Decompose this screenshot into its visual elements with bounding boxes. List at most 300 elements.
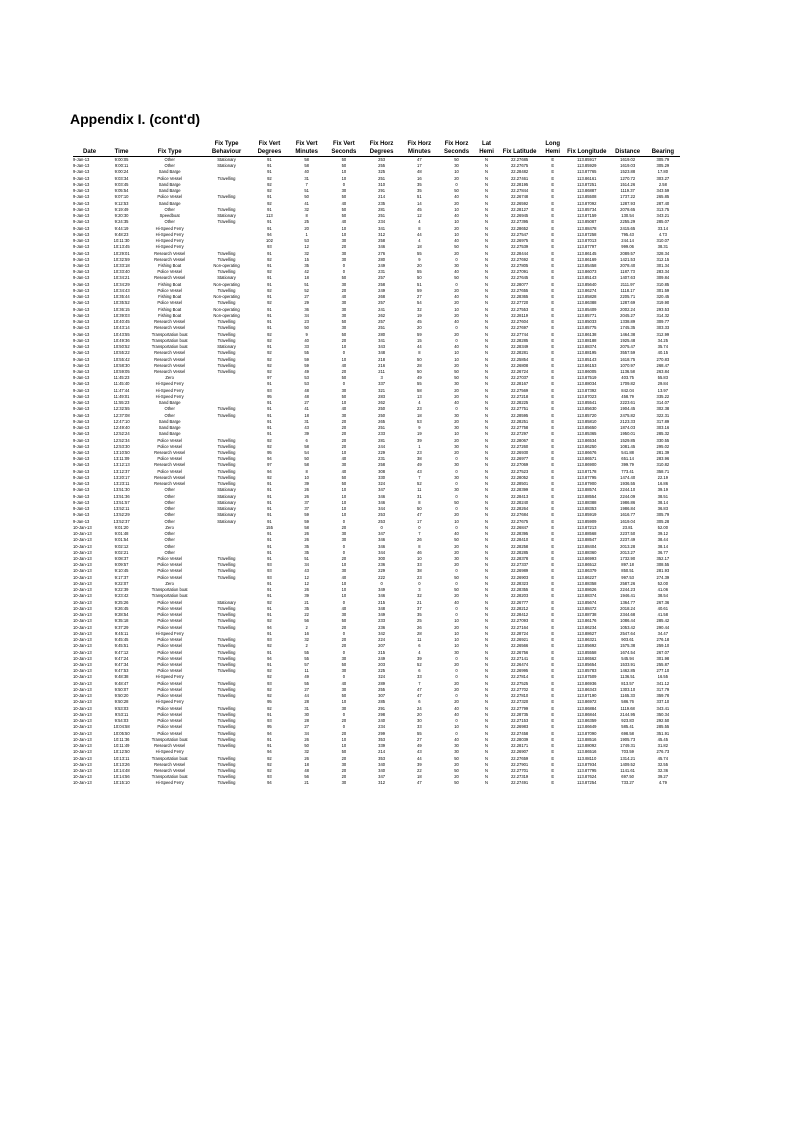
table-cell: Travelling xyxy=(217,774,236,780)
table-cell: N xyxy=(485,686,489,692)
table-cell: 265.85 xyxy=(656,194,670,200)
table-cell: 22.27701 xyxy=(510,767,529,773)
table-cell: 21 xyxy=(417,599,422,605)
table-cell: 10:13:45 xyxy=(113,244,130,250)
column-header: Fix Horz Seconds xyxy=(438,136,475,157)
table-cell: 38.14 xyxy=(657,499,669,505)
table-cell: 10 xyxy=(454,306,459,312)
table-cell: 9:25:26 xyxy=(114,599,129,605)
table-cell: 92 xyxy=(267,668,272,674)
table-cell: 91 xyxy=(267,612,272,618)
table-cell: E xyxy=(551,736,555,742)
table-cell: 91 xyxy=(267,250,272,256)
table-cell: E xyxy=(551,693,555,699)
table-cell: 343.41 xyxy=(656,705,670,711)
table-cell: 10:11:36 xyxy=(113,736,130,742)
table-cell: 9-Jan-13 xyxy=(73,425,90,431)
table-cell: Police Vessel xyxy=(157,468,182,474)
table-cell: 263.84 xyxy=(656,368,670,374)
table-cell: 10 xyxy=(454,206,459,212)
table-cell: 10-Jan-13 xyxy=(73,661,92,667)
table-cell: 48 xyxy=(304,387,309,393)
table-cell: 22.27395 xyxy=(510,219,529,225)
table-cell: 22.28652 xyxy=(510,225,529,231)
table-cell: 22.27697 xyxy=(510,325,529,331)
table-cell: 268 xyxy=(378,294,386,300)
table-cell: 22.27692 xyxy=(510,256,529,262)
table-cell: Non-operating xyxy=(213,281,240,287)
table-cell: 11 xyxy=(304,668,309,674)
table-cell: 1364.77 xyxy=(620,599,636,605)
table-cell: N xyxy=(485,275,489,281)
table-cell: 92 xyxy=(267,181,272,187)
table-cell: 9-Jan-13 xyxy=(73,181,90,187)
table-cell: 50 xyxy=(304,456,309,462)
table-cell: 32 xyxy=(417,593,422,599)
table-cell: 22.27675 xyxy=(510,518,529,524)
table-cell: 2587.26 xyxy=(620,580,636,586)
table-cell: 330 xyxy=(378,474,386,480)
table-cell: 92 xyxy=(267,643,272,649)
table-cell: 22.27141 xyxy=(510,655,529,661)
table-cell: 36.83 xyxy=(657,506,669,512)
table-cell: 10-Jan-13 xyxy=(73,680,92,686)
table-cell: 1165.33 xyxy=(620,693,635,699)
table-cell: 58 xyxy=(304,157,309,162)
table-cell: 1616.77 xyxy=(620,512,636,518)
table-cell: E xyxy=(551,487,555,493)
table-cell: 40 xyxy=(341,219,347,225)
table-cell: 50 xyxy=(341,474,347,480)
table-cell: N xyxy=(485,188,489,194)
table-cell: E xyxy=(551,531,555,537)
table-cell: 45 xyxy=(417,319,422,325)
table-row xyxy=(73,780,680,786)
table-cell: 0 xyxy=(342,381,346,387)
table-cell: 251 xyxy=(378,325,386,331)
table-cell: 6 xyxy=(418,699,421,705)
table-cell: 0 xyxy=(455,256,458,262)
table-cell: 3 xyxy=(380,375,383,381)
table-cell: 0 xyxy=(455,325,458,331)
table-cell: 30 xyxy=(454,262,459,268)
table-cell: 50 xyxy=(341,393,347,399)
table-cell: 113.87190 xyxy=(577,693,597,699)
table-cell: 51 xyxy=(304,281,309,287)
table-cell: 50 xyxy=(454,574,459,580)
table-cell: 10 xyxy=(454,431,459,437)
table-cell: 55 xyxy=(417,250,422,256)
table-cell: 14 xyxy=(417,200,422,206)
table-cell: 0 xyxy=(342,711,346,717)
table-cell: N xyxy=(485,306,489,312)
table-cell: 10-Jan-13 xyxy=(73,574,92,580)
table-cell: 113.88358 xyxy=(577,580,597,586)
table-cell: 349 xyxy=(378,612,386,618)
column-header: Fix Horz Degrees xyxy=(362,136,400,157)
table-cell: N xyxy=(485,568,489,574)
table-cell: 39 xyxy=(417,761,422,767)
table-cell: 12 xyxy=(417,213,422,219)
table-cell: E xyxy=(551,281,555,287)
table-cell: 22.26975 xyxy=(510,238,529,244)
table-cell: Travelling xyxy=(217,206,236,212)
table-cell: 22.27604 xyxy=(510,319,529,325)
table-cell: 9:48:47 xyxy=(114,680,129,686)
table-cell: E xyxy=(551,400,555,406)
table-cell: Travelling xyxy=(217,705,236,711)
table-cell: E xyxy=(551,169,555,175)
table-cell: Police Vessel xyxy=(157,175,182,181)
table-cell: 113.86321 xyxy=(577,637,597,643)
table-cell: 277.10 xyxy=(656,668,670,674)
table-cell: 92 xyxy=(267,331,272,337)
table-cell: 43 xyxy=(304,568,309,574)
table-cell: 999.06 xyxy=(621,244,634,250)
table-cell: E xyxy=(551,213,555,219)
table-cell: 0 xyxy=(455,493,458,499)
table-cell: E xyxy=(551,294,555,300)
table-cell: 303.27 xyxy=(656,175,670,181)
table-cell: 40 xyxy=(454,531,459,537)
table-cell: 22.28264 xyxy=(510,506,529,512)
table-cell: 91 xyxy=(267,587,272,593)
table-cell: 22.27547 xyxy=(510,231,529,237)
table-cell: 113.88388 xyxy=(577,499,597,505)
table-cell: Non-operating xyxy=(213,262,240,268)
table-cell: 9-Jan-13 xyxy=(73,300,90,306)
table-cell: 58 xyxy=(304,443,309,449)
table-cell: E xyxy=(551,755,555,761)
table-cell: E xyxy=(551,437,555,443)
table-cell: 22.28285 xyxy=(510,337,529,343)
table-cell: Police Vessel xyxy=(157,730,182,736)
table-cell: E xyxy=(551,493,555,499)
table-cell: 92 xyxy=(267,755,272,761)
table-cell: 9:22:39 xyxy=(114,587,129,593)
table-cell: 91 xyxy=(267,487,272,493)
table-cell: 10:12:50 xyxy=(113,749,130,755)
table-cell: 20 xyxy=(454,761,459,767)
table-cell: E xyxy=(551,562,555,568)
table-cell: 40 xyxy=(341,468,347,474)
table-cell: 31 xyxy=(417,493,422,499)
table-cell: 113.86153 xyxy=(577,362,597,368)
column-header: Bearing xyxy=(646,136,680,157)
table-cell: 10:34:29 xyxy=(113,281,130,287)
table-cell: 50 xyxy=(454,368,459,374)
table-cell: 305.29 xyxy=(656,163,670,169)
table-cell: 113.88554 xyxy=(577,493,597,499)
table-cell: 113.86844 xyxy=(577,711,597,717)
table-cell: N xyxy=(485,412,489,418)
table-cell: 1936.55 xyxy=(620,481,636,487)
table-cell: 9-Jan-13 xyxy=(73,319,90,325)
table-cell: 33 xyxy=(417,562,422,568)
table-cell: N xyxy=(485,649,489,655)
table-cell: 113.86234 xyxy=(577,624,597,630)
table-cell: 41.06 xyxy=(657,587,669,593)
table-cell: 20 xyxy=(341,425,347,431)
table-cell: 249 xyxy=(378,287,386,293)
table-cell: E xyxy=(551,711,555,717)
table-cell: 50 xyxy=(417,275,422,281)
table-cell: 324 xyxy=(378,674,386,680)
table-cell: Research Vessel xyxy=(154,743,186,749)
table-cell: 303.33 xyxy=(656,325,670,331)
table-cell: 4 xyxy=(418,219,421,225)
table-cell: Police Vessel xyxy=(157,194,182,200)
table-cell: 50 xyxy=(454,767,459,773)
table-cell: Travelling xyxy=(217,730,236,736)
table-cell: 1187.73 xyxy=(620,269,635,275)
table-cell: 43 xyxy=(304,425,309,431)
table-cell: Travelling xyxy=(217,711,236,717)
table-cell: 6 xyxy=(418,643,421,649)
table-cell: 22.27337 xyxy=(510,562,529,568)
table-cell: Travelling xyxy=(217,743,236,749)
table-cell: 20 xyxy=(341,337,347,343)
table-cell: 36.77 xyxy=(657,549,669,555)
table-cell: 291 xyxy=(378,188,386,194)
table-cell: 9:35:18 xyxy=(114,618,129,624)
table-cell: 10-Jan-13 xyxy=(73,562,92,568)
table-cell: E xyxy=(551,175,555,181)
table-cell: 50 xyxy=(454,537,459,543)
table-cell: 26 xyxy=(417,624,422,630)
table-cell: 1119.37 xyxy=(620,188,635,194)
table-cell: E xyxy=(551,680,555,686)
table-cell: E xyxy=(551,269,555,275)
table-cell: 9-Jan-13 xyxy=(73,506,90,512)
table-cell: Other xyxy=(164,543,175,549)
table-cell: 10 xyxy=(341,344,347,350)
table-cell: 44 xyxy=(417,755,422,761)
table-cell: 59 xyxy=(417,331,422,337)
table-cell: 2244.09 xyxy=(620,493,636,499)
table-cell: Sand Barge xyxy=(158,425,181,431)
table-cell: E xyxy=(551,518,555,524)
table-cell: N xyxy=(485,238,489,244)
table-cell: 11:45:40 xyxy=(113,381,130,387)
table-cell: 1874.03 xyxy=(620,425,636,431)
table-cell: 35 xyxy=(304,549,309,555)
table-cell: N xyxy=(485,587,489,593)
table-cell: Research Vessel xyxy=(154,325,186,331)
table-cell: 9:12:53 xyxy=(114,200,129,206)
table-cell: 10-Jan-13 xyxy=(73,711,92,717)
table-cell: 251 xyxy=(378,425,386,431)
table-cell: Travelling xyxy=(217,680,236,686)
table-cell: 13:12:13 xyxy=(113,462,130,468)
table-cell: Fishing Boat xyxy=(158,262,182,268)
table-cell: N xyxy=(485,362,489,368)
table-cell: 50 xyxy=(341,331,347,337)
table-cell: 12 xyxy=(304,244,309,250)
table-cell: 12:52:24 xyxy=(113,431,130,437)
table-cell: 20 xyxy=(341,718,347,724)
table-cell: 22.26808 xyxy=(510,362,529,368)
table-cell: N xyxy=(485,337,489,343)
table-cell: 49 xyxy=(417,743,422,749)
table-cell: 21 xyxy=(304,599,309,605)
table-cell: N xyxy=(485,524,489,530)
table-cell: E xyxy=(551,287,555,293)
table-cell: 59 xyxy=(304,362,309,368)
table-cell: 281.39 xyxy=(656,450,670,456)
table-cell: 113.85720 xyxy=(577,412,597,418)
table-cell: 9-Jan-13 xyxy=(73,337,90,343)
table-cell: 59 xyxy=(304,518,309,524)
table-cell: 2075.47 xyxy=(620,344,636,350)
table-cell: 113.87023 xyxy=(577,393,597,399)
table-cell: 91 xyxy=(267,512,272,518)
table-cell: E xyxy=(551,649,555,655)
table-cell: 343 xyxy=(378,344,386,350)
table-cell: 22.26977 xyxy=(510,456,529,462)
table-cell: 8 xyxy=(418,350,421,356)
table-cell: 20 xyxy=(454,543,459,549)
table-cell: Research Vessel xyxy=(154,368,186,374)
table-cell: 257 xyxy=(378,275,386,281)
table-cell: 9-Jan-13 xyxy=(73,206,90,212)
table-cell: 55 xyxy=(417,730,422,736)
table-cell: 30 xyxy=(341,300,347,306)
table-cell: 93 xyxy=(267,637,272,643)
table-cell: 30 xyxy=(454,412,459,418)
table-cell: 40 xyxy=(341,294,347,300)
table-cell: Police Vessel xyxy=(157,618,182,624)
table-cell: Transportation boat xyxy=(151,774,188,780)
table-cell: 113.88195 xyxy=(577,350,597,356)
table-cell: 353 xyxy=(378,736,386,742)
table-cell: 2223.61 xyxy=(620,400,636,406)
table-cell: 9:37:29 xyxy=(114,624,129,630)
table-cell: N xyxy=(485,206,489,212)
table-cell: 30 xyxy=(341,686,347,692)
table-cell: N xyxy=(485,287,489,293)
table-cell: 312.99 xyxy=(656,331,670,337)
table-cell: Police Vessel xyxy=(157,605,182,611)
table-cell: 697.50 xyxy=(621,774,634,780)
table-cell: 10:11:30 xyxy=(113,238,130,244)
table-cell: 10-Jan-13 xyxy=(73,649,92,655)
table-cell: Travelling xyxy=(217,269,236,275)
table-cell: Other xyxy=(164,406,175,412)
table-cell: 10-Jan-13 xyxy=(73,556,92,561)
table-cell: 1270.72 xyxy=(620,175,636,181)
table-cell: 231 xyxy=(378,269,386,275)
table-cell: 113.88188 xyxy=(577,337,597,343)
table-cell: 10 xyxy=(417,556,422,561)
table-cell: Transportation boat xyxy=(151,344,188,350)
table-cell: 113.85929 xyxy=(577,163,597,169)
table-cell: N xyxy=(485,549,489,555)
table-cell: 113.85541 xyxy=(577,400,597,406)
table-cell: Zero xyxy=(165,375,174,381)
table-cell: 6 xyxy=(418,668,421,674)
table-cell: 0 xyxy=(455,406,458,412)
table-cell: 310.85 xyxy=(656,281,670,287)
table-cell: 92 xyxy=(267,362,272,368)
table-cell: 22.27523 xyxy=(510,468,529,474)
table-cell: Transportation boat xyxy=(151,736,188,742)
table-cell: 22.27675 xyxy=(510,163,529,169)
table-cell: 10 xyxy=(454,630,459,636)
table-cell: N xyxy=(485,231,489,237)
table-cell: 22.28077 xyxy=(510,281,529,287)
table-cell: E xyxy=(551,661,555,667)
table-cell: 8 xyxy=(305,213,308,219)
table-cell: 20 xyxy=(454,512,459,518)
table-cell: 92 xyxy=(267,443,272,449)
table-cell: 10 xyxy=(341,450,347,456)
table-cell: 113.85508 xyxy=(577,194,597,200)
table-cell: 281.93 xyxy=(656,568,670,574)
table-cell: 289 xyxy=(378,680,386,686)
table-cell: N xyxy=(485,418,489,424)
table-cell: Travelling xyxy=(217,462,236,468)
table-cell: 813.57 xyxy=(621,680,634,686)
table-cell: Zero xyxy=(165,580,174,586)
table-cell: 2111.97 xyxy=(620,281,635,287)
table-cell: 30 xyxy=(341,188,347,194)
table-cell: N xyxy=(485,749,489,755)
table-cell: Other xyxy=(164,512,175,518)
table-cell: 22.26592 xyxy=(510,200,529,206)
table-cell: N xyxy=(485,574,489,580)
table-cell: 40 xyxy=(341,362,347,368)
table-cell: 59 xyxy=(304,512,309,518)
table-cell: 9-Jan-13 xyxy=(73,487,90,493)
table-cell: 0 xyxy=(455,718,458,724)
table-cell: Stationary xyxy=(217,493,236,499)
table-cell: 10-Jan-13 xyxy=(73,736,92,742)
table-cell: Travelling xyxy=(217,194,236,200)
table-cell: 20 xyxy=(454,774,459,780)
table-cell: 317.89 xyxy=(656,418,670,424)
table-cell: Other xyxy=(164,157,175,162)
table-cell: 309.84 xyxy=(656,275,670,281)
table-cell: 30 xyxy=(341,780,347,786)
table-cell: 13:52:11 xyxy=(113,506,130,512)
table-cell: 234 xyxy=(378,724,386,730)
table-cell: 27 xyxy=(304,724,309,730)
table-cell: 285.55 xyxy=(656,724,670,730)
table-cell: 346 xyxy=(378,493,386,499)
table-cell: 10 xyxy=(304,474,309,480)
table-cell: 113.86073 xyxy=(577,269,597,275)
table-cell: 45.74 xyxy=(657,755,669,761)
table-cell: 0 xyxy=(342,350,346,356)
table-cell: 113.88627 xyxy=(577,630,597,636)
table-cell: 229 xyxy=(378,450,386,456)
column-header: Fix Type xyxy=(137,136,202,157)
table-cell: 283.96 xyxy=(656,456,670,462)
table-cell: 1464.38 xyxy=(620,331,636,337)
table-cell: 28 xyxy=(417,362,422,368)
table-cell: 10 xyxy=(454,169,459,175)
table-cell: E xyxy=(551,705,555,711)
table-cell: N xyxy=(485,655,489,661)
table-cell: 8 xyxy=(305,468,308,474)
table-cell: 1287.93 xyxy=(620,200,636,206)
table-cell: 26 xyxy=(304,537,309,543)
table-cell: 11 xyxy=(417,637,422,643)
table-cell: 28 xyxy=(417,630,422,636)
table-cell: N xyxy=(485,487,489,493)
table-cell: 23 xyxy=(417,406,422,412)
